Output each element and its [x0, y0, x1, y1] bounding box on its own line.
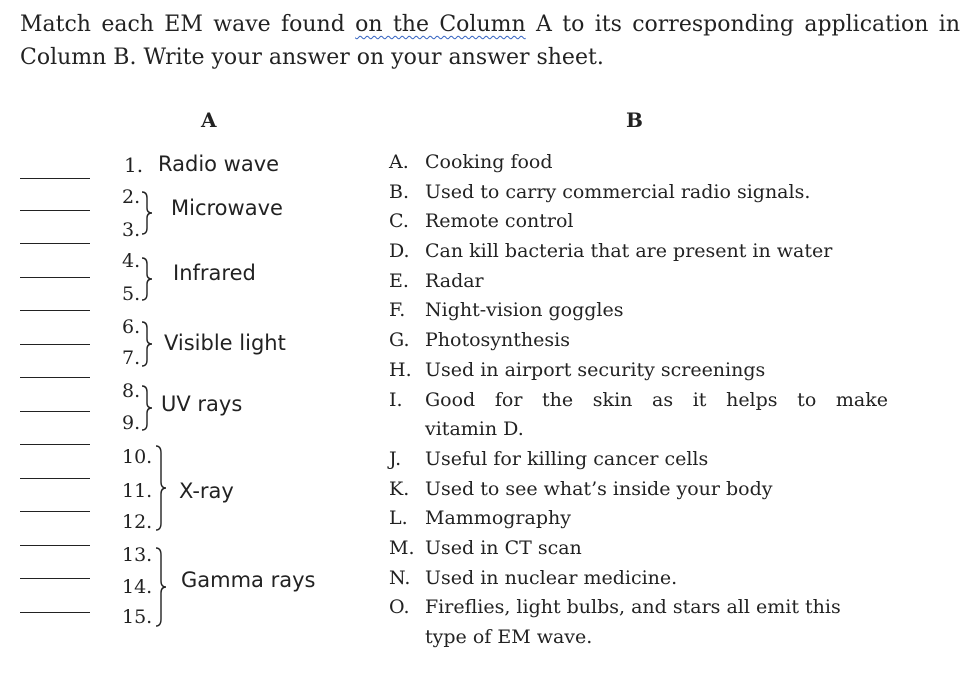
answer-blank-8[interactable]: [20, 411, 90, 412]
option-letter-g: G.: [389, 329, 410, 351]
brace-infrared: [140, 256, 154, 302]
brace-gamma-rays: [154, 546, 168, 628]
brace-microwave: [140, 190, 154, 236]
option-text-i-line2: vitamin D.: [425, 418, 524, 440]
answer-blank-5[interactable]: [20, 310, 90, 311]
item-number-15: 15.: [122, 606, 153, 628]
item-number-6: 6.: [122, 316, 141, 338]
answer-blank-4[interactable]: [20, 277, 90, 278]
option-letter-j: J.: [389, 448, 402, 470]
option-text-f: Night-vision goggles: [425, 299, 624, 321]
option-letter-n: N.: [389, 567, 411, 589]
option-text-j: Useful for killing cancer cells: [425, 448, 709, 470]
option-letter-e: E.: [389, 270, 409, 292]
option-letter-i: I.: [389, 389, 403, 411]
answer-blank-11[interactable]: [20, 511, 90, 512]
answer-blank-1[interactable]: [20, 178, 90, 179]
item-number-3: 3.: [122, 219, 141, 241]
item-number-9: 9.: [122, 412, 141, 434]
option-text-g: Photosynthesis: [425, 329, 570, 351]
option-text-n: Used in nuclear medicine.: [425, 567, 678, 589]
brace-x-ray: [154, 444, 168, 532]
column-a-heading: A: [201, 108, 217, 132]
group-label-x-ray: X-ray: [179, 479, 234, 503]
answer-blank-2[interactable]: [20, 210, 90, 211]
option-letter-c: C.: [389, 210, 409, 232]
group-label-visible-light: Visible light: [164, 331, 286, 355]
item-number-10: 10.: [122, 446, 153, 468]
item-number-4: 4.: [122, 250, 141, 272]
answer-blank-10[interactable]: [20, 478, 90, 479]
option-letter-h: H.: [389, 359, 412, 381]
group-label-gamma-rays: Gamma rays: [181, 568, 316, 592]
answer-blank-6[interactable]: [20, 344, 90, 345]
item-number-14: 14.: [122, 576, 153, 598]
group-label-uv-rays: UV rays: [161, 392, 243, 416]
option-text-o-line2: type of EM wave.: [425, 626, 593, 648]
group-label-infrared: Infrared: [173, 261, 256, 285]
option-text-k: Used to see what’s inside your body: [425, 478, 773, 500]
group-label-microwave: Microwave: [171, 196, 283, 220]
answer-blank-14[interactable]: [20, 612, 90, 613]
answer-blank-12[interactable]: [20, 545, 90, 546]
item-number-8: 8.: [122, 380, 141, 402]
item-number-2: 2.: [122, 186, 141, 208]
instructions-text-end: A to its corresponding application in Column B. Write your answer on your answer sheet.: [20, 12, 960, 70]
option-text-a: Cooking food: [425, 151, 553, 173]
option-letter-b: B.: [389, 181, 410, 203]
item-number-7: 7.: [122, 347, 141, 369]
option-letter-l: L.: [389, 507, 408, 529]
brace-visible-light: [140, 320, 154, 368]
answer-blank-3[interactable]: [20, 243, 90, 244]
option-text-e: Radar: [425, 270, 484, 292]
instructions: [20, 8, 960, 74]
option-text-i: Good for the skin as it helps to make: [425, 389, 888, 411]
option-letter-k: K.: [389, 478, 410, 500]
option-text-d: Can kill bacteria that are present in water: [425, 240, 833, 262]
option-letter-a: A.: [389, 151, 409, 173]
item-number-1: 1.: [124, 153, 144, 177]
option-text-o: Fireflies, light bulbs, and stars all emit this: [425, 596, 841, 618]
item-label-radio-wave: Radio wave: [158, 152, 280, 176]
item-number-11: 11.: [122, 480, 153, 502]
item-number-5: 5.: [122, 283, 141, 305]
option-letter-o: O.: [389, 596, 410, 618]
option-text-b: Used to carry commercial radio signals.: [425, 181, 811, 203]
answer-blank-13[interactable]: [20, 578, 90, 579]
answer-blank-7[interactable]: [20, 377, 90, 378]
item-number-13: 13.: [122, 544, 153, 566]
option-text-l: Mammography: [425, 507, 571, 529]
brace-uv-rays: [140, 384, 154, 432]
option-letter-d: D.: [389, 240, 410, 262]
item-number-12: 12.: [122, 511, 153, 533]
option-text-m: Used in CT scan: [425, 537, 582, 559]
option-text-h: Used in airport security screenings: [425, 359, 766, 381]
option-text-c: Remote control: [425, 210, 574, 232]
option-letter-f: F.: [389, 299, 406, 321]
column-b-heading: B: [626, 108, 643, 132]
option-letter-m: M.: [389, 537, 415, 559]
instructions-underlined-text: on the Column: [355, 12, 526, 37]
answer-blank-9[interactable]: [20, 444, 90, 445]
instructions-text-start: Match each EM wave found: [20, 12, 356, 37]
